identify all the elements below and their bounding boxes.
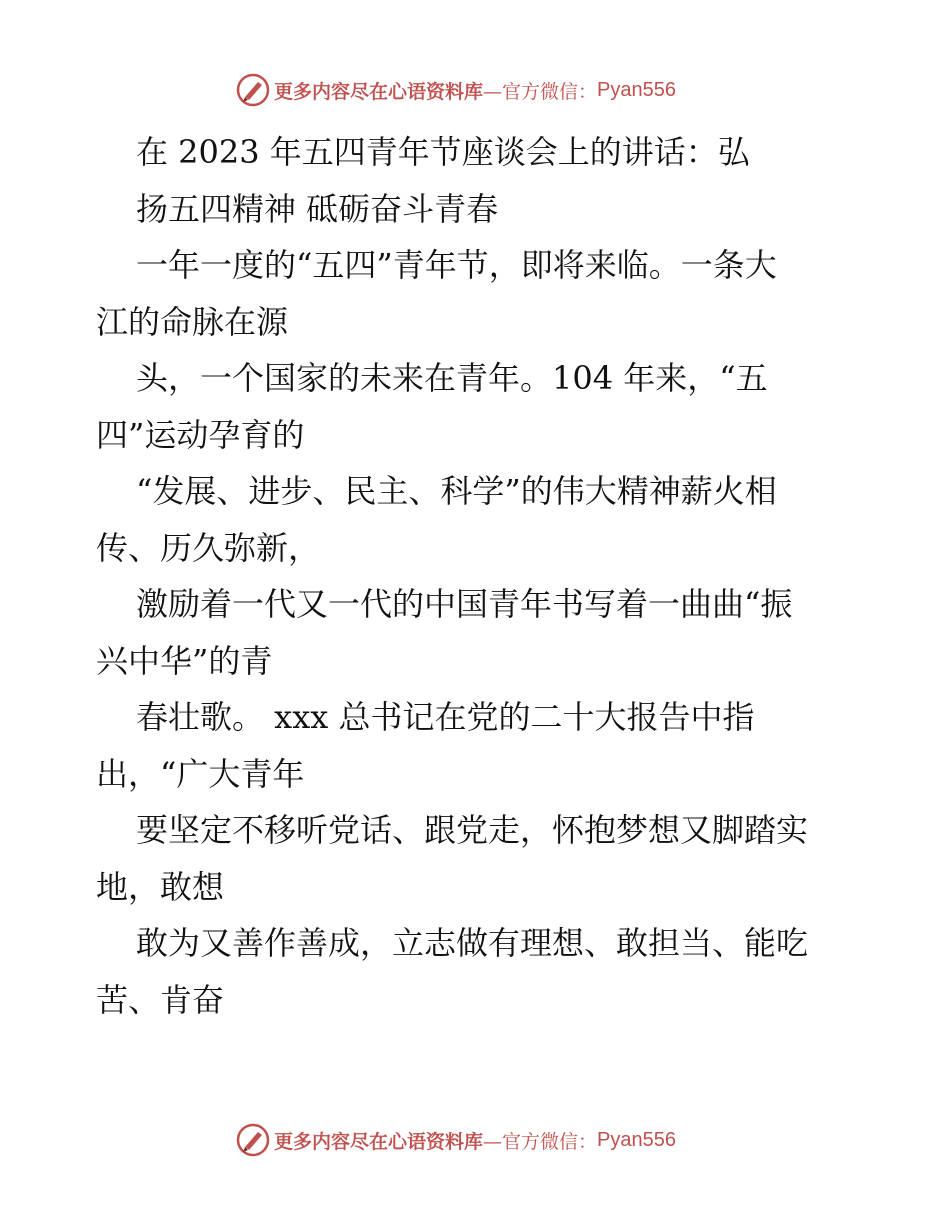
document-body <box>96 124 856 1028</box>
text-line: 四”运动孕育的 <box>96 415 305 454</box>
text-line: 激励着一代又一代的中国青年书写着一曲曲“振 <box>136 585 793 623</box>
pen-logo-icon <box>236 1123 270 1157</box>
text-line: 传、历久弥新， <box>96 528 321 567</box>
text-line: 头，一个国家的未来在青年。104 年来，“五 <box>136 359 768 397</box>
text-line: 在 2023 年五四青年节座谈会上的讲话：弘 <box>136 133 750 171</box>
header-watermark-sub: —官方微信： <box>483 80 598 103</box>
footer-watermark <box>236 1120 676 1160</box>
header-watermark-text: 更多内容尽在心语资料库 <box>274 80 484 103</box>
pen-logo-icon <box>236 73 270 107</box>
text-line: 出，“广大青年 <box>96 754 305 793</box>
header-watermark <box>236 70 676 110</box>
text-line: 要坚定不移听党话、跟党走，怀抱梦想又脚踏实 <box>136 811 809 849</box>
text-line: 一年一度的“五四”青年节，即将来临。一条大 <box>136 246 777 284</box>
text-line: 春壮歌。 xxx 总书记在党的二十大报告中指 <box>136 698 755 736</box>
text-line: 扬五四精神 砥砺奋斗青春 <box>136 189 499 228</box>
footer-watermark-id: Pyan556 <box>597 1128 676 1151</box>
text-line: 江的命脉在源 <box>96 302 289 341</box>
text-line: 苦、肯奋 <box>96 980 225 1019</box>
text-line: 地，敢想 <box>96 867 225 906</box>
text-line: “发展、进步、民主、科学”的伟大精神薪火相 <box>136 472 777 510</box>
footer-watermark-sub: —官方微信： <box>483 1130 598 1153</box>
text-line: 敢为又善作善成，立志做有理想、敢担当、能吃 <box>136 924 809 962</box>
text-line: 兴中华”的青 <box>96 641 273 680</box>
header-watermark-id: Pyan556 <box>597 78 676 101</box>
footer-watermark-text: 更多内容尽在心语资料库 <box>274 1130 484 1153</box>
